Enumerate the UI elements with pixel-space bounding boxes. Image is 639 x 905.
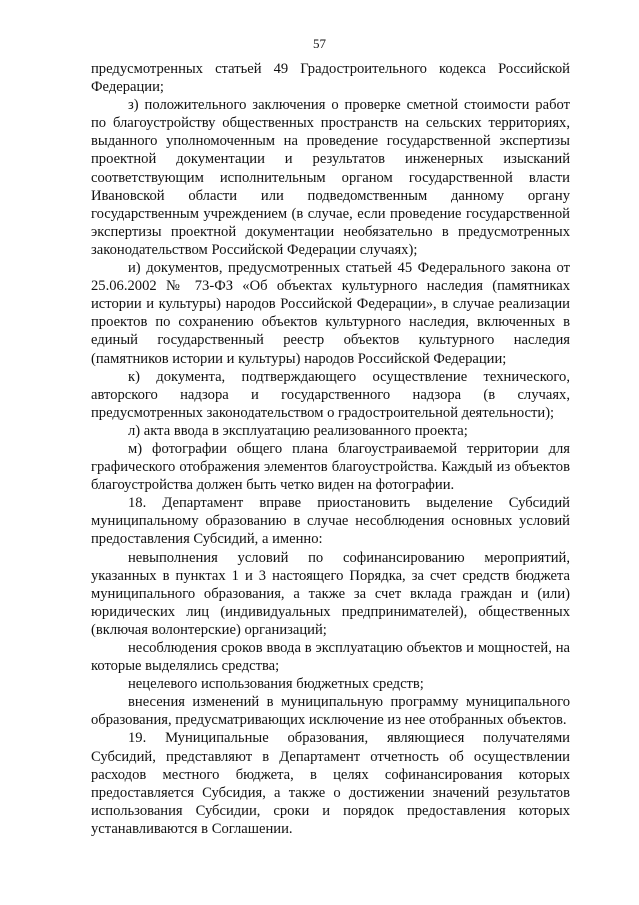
paragraph-19-reporting: 19. Муниципальные образования, являющиеся получателями Субсидий, представляют в Департамент отчетность об осуществлении расходов местного бюджета, в целях софинансирования которых предоставляется Субсидия, а также о достижении значений результатов использования Субсидии, сроки и порядок предоставления которых устанавливаются в Соглашении. [91, 730, 570, 837]
paragraph-deadline-failure: несоблюдения сроков ввода в эксплуатацию объектов и мощностей, на которые выделялись средства; [91, 640, 570, 675]
paragraph-k-supervision: к) документа, подтверждающего осуществление технического, авторского надзора и государственного надзора (в случаях, предусмотренных законодательством о градостроительной деятельности); [91, 368, 570, 421]
paragraph-l-commissioning-act: л) акта ввода в эксплуатацию реализованного проекта; [128, 422, 468, 439]
paragraph-m-photographs: м) фотографии общего плана благоустраиваемой территории для графического отображения элементов благоустройства. Каждый из объектов благоустройства должен быть четко виден на фотографии. [91, 440, 570, 494]
paragraph-18-suspension: 18. Департамент вправе приостановить выделение Субсидий муниципальному образованию в случае несоблюдения основных условий предоставления Субсидий, а именно: [91, 495, 570, 548]
paragraph-cofinancing-failure: невыполнения условий по софинансированию мероприятий, указанных в пунктах 1 и 3 настоящего Порядка, за счет средств бюджета муниципального образования, а также за счет вклада граждан и (или) юридических лиц (индивидуальных предпринимателей), общественных (включая волонтерские) организаций; [91, 549, 570, 638]
paragraph-program-changes: внесения изменений в муниципальную программу муниципального образования, предусматривающих исключение из нее отобранных объектов. [91, 694, 570, 729]
paragraph-z-cost-estimate: з) положительного заключения о проверке сметной стоимости работ по благоустройству общественных пространств на сельских территориях, выданного уполномоченным на проведение государственной экспертизы проектной документации и результатов инженерных изысканий соответствующим исполнительным органом государственной власти Ивановской области или подведомственным данному органу государственным учреждением (в случае, если проведение государственной экспертизы проектной документации необязательно в предусмотренных законодательством Российской Федерации случаях); [91, 97, 570, 258]
paragraph-misuse-of-funds: нецелевого использования бюджетных средств; [128, 676, 424, 693]
document-body [91, 60, 570, 838]
paragraph-i-cultural-heritage: и) документов, предусмотренных статьей 45 Федерального закона от 25.06.2002 № 73-ФЗ «Об объектах культурного наследия (памятниках истории и культуры) народов Российской Федерации», в случае реализации проектов по сохранению объектов культурного наследия, включенных в единый государственный реестр объектов культурного наследия (памятников истории и культуры) народов Российской Федерации; [91, 260, 570, 367]
paragraph-federation-clause: предусмотренных статьей 49 Градостроительного кодекса Российской Федерации; [91, 61, 570, 96]
page-number: 57 [313, 36, 326, 51]
